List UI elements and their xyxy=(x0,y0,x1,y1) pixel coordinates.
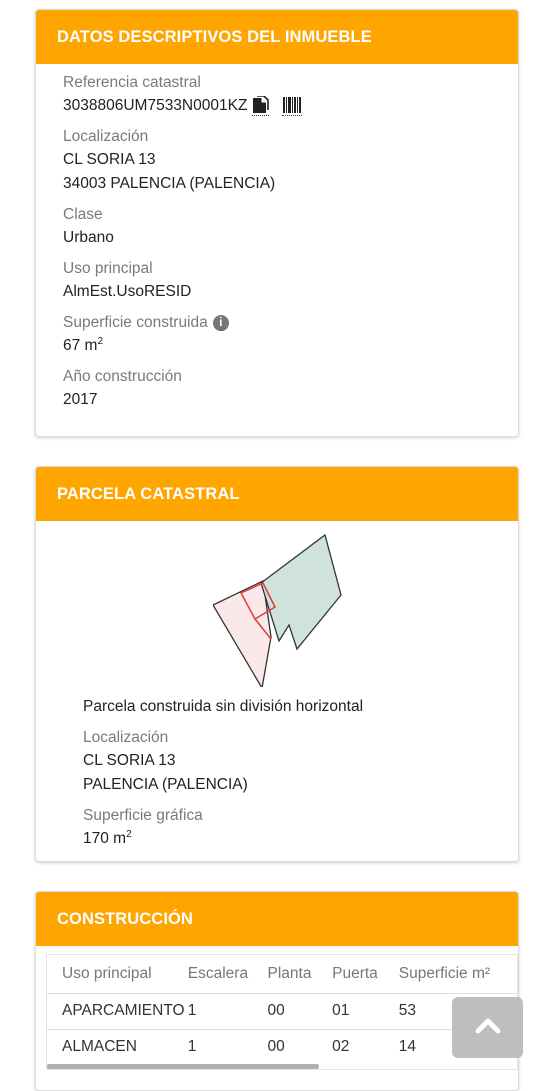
info-icon[interactable]: i xyxy=(213,315,229,331)
cell-planta: 00 xyxy=(268,993,333,1029)
table-header-row xyxy=(47,955,517,993)
cell-escalera: 1 xyxy=(188,1029,268,1065)
uso-value: AlmEst.UsoRESID xyxy=(63,283,192,300)
col-planta: Planta xyxy=(267,964,312,982)
col-escalera: Escalera xyxy=(187,964,249,982)
construction-panel xyxy=(35,891,519,1091)
loc-line1: CL SORIA 13 xyxy=(63,151,156,168)
cell-escalera: 1 xyxy=(188,993,268,1029)
parcel-sup-label: Superficie gráfica xyxy=(83,807,203,824)
loc-label: Localización xyxy=(63,128,149,145)
uso-label: Uso principal xyxy=(63,260,153,277)
construction-table-scroll[interactable] xyxy=(46,954,518,1070)
col-uso: Uso principal xyxy=(62,964,152,982)
parcel-loc-line1: CL SORIA 13 xyxy=(83,752,176,769)
anio-label: Año construcción xyxy=(63,368,182,385)
cell-superficie: 53 xyxy=(399,993,517,1029)
horizontal-scrollbar[interactable] xyxy=(47,1064,319,1069)
barcode-icon[interactable] xyxy=(282,96,302,116)
ref-value: 3038806UM7533N0001KZ xyxy=(63,97,248,114)
sup-value: 67 $m^2$ xyxy=(63,335,104,354)
parcel-loc-label: Localización xyxy=(83,729,169,746)
construction-table xyxy=(47,955,517,1065)
col-puerta: Puerta xyxy=(332,964,378,982)
parcel-description: Parcela construida sin división horizontal xyxy=(83,698,364,715)
cell-puerta: 02 xyxy=(332,1029,399,1065)
descriptive-panel-title: DATOS DESCRIPTIVOS DEL INMUEBLE xyxy=(36,10,518,64)
sup-label: Superficie construida xyxy=(63,314,208,331)
parcel-panel xyxy=(35,466,519,862)
cell-uso: APARCAMIENTO xyxy=(47,993,188,1029)
parcel-panel-title: PARCELA CATASTRAL xyxy=(36,467,518,521)
clase-value: Urbano xyxy=(63,229,114,246)
cell-uso: ALMACEN xyxy=(47,1029,188,1065)
parcel-loc-line2: PALENCIA (PALENCIA) xyxy=(83,776,248,793)
parcel-map[interactable] xyxy=(213,527,353,687)
copy-icon[interactable] xyxy=(252,96,269,116)
table-row xyxy=(47,1029,517,1065)
clase-label: Clase xyxy=(63,206,103,223)
cell-puerta: 01 xyxy=(332,993,399,1029)
cell-superficie: 14 xyxy=(399,1029,517,1065)
cell-planta: 00 xyxy=(268,1029,333,1065)
table-row xyxy=(47,993,517,1029)
scroll-top-button[interactable] xyxy=(452,997,523,1058)
col-superficie: Superficie m² xyxy=(398,964,491,982)
loc-line2: 34003 PALENCIA (PALENCIA) xyxy=(63,175,276,192)
anio-value: 2017 xyxy=(63,391,98,408)
construction-panel-title: CONSTRUCCIÓN xyxy=(36,892,518,946)
parcel-sup-value: 170 $m^2$ xyxy=(83,828,132,847)
chevron-up-icon xyxy=(475,1016,501,1039)
ref-label: Referencia catastral xyxy=(63,74,201,91)
descriptive-panel xyxy=(35,9,519,437)
